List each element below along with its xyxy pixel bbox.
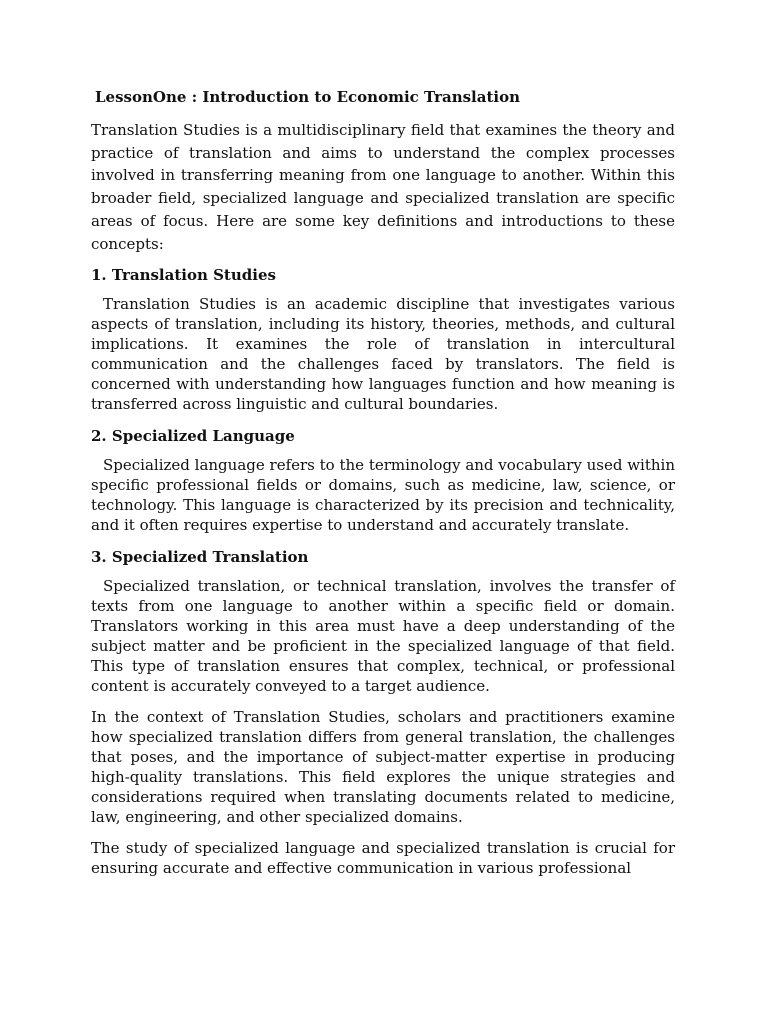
section-specialized-translation	[91, 546, 675, 696]
section-heading: 2. Specialized Language	[91, 427, 295, 446]
closing-paragraph: The study of specialized language and specialized translation is crucial for ensuring accurate and effective communication in various professional	[91, 839, 675, 878]
intro-paragraph: Translation Studies is a multidisciplinary field that examines the theory and practice of translation and aims to understand the complex processes involved in transferring meaning from one language to another. Within this broader field, specialized language and specialized translation are specific areas of focus. Here are some key definitions and introductions to these concepts:	[91, 121, 675, 253]
section-specialized-language	[91, 425, 675, 535]
section-body: Specialized language refers to the terminology and vocabulary used within specific professional fields or domains, such as medicine, law, science, or technology. This language is characterized by its precision and technicality, and it often requires expertise to understand and accurately translate.	[91, 456, 675, 535]
section-body: Translation Studies is an academic discipline that investigates various aspects of translation, including its history, theories, methods, and cultural implications. It examines the role of translation in intercultural communication and the challenges faced by translators. The field is concerned with understanding how languages function and how meaning is transferred across linguistic and cultural boundaries.	[91, 295, 675, 414]
document-page	[91, 86, 675, 889]
closing-paragraph: In the context of Translation Studies, scholars and practitioners examine how specialized translation differs from general translation, the challenges that poses, and the importance of subject-matter expertise in producing high-quality translations. This field explores the unique strategies and considerations required when translating documents related to medicine, law, engineering, and other specialized domains.	[91, 708, 675, 827]
section-translation-studies	[91, 264, 675, 414]
lesson-title: LessonOne : Introduction to Economic Translation	[95, 88, 520, 106]
section-body: Specialized translation, or technical translation, involves the transfer of texts from one language to another within a specific field or domain. Translators working in this area must have a deep understanding of the subject matter and be proficient in the specialized language of that field. This type of translation ensures that complex, technical, or professional content is accurately conveyed to a target audience.	[91, 577, 675, 696]
section-heading: 1. Translation Studies	[91, 266, 276, 285]
section-heading: 3. Specialized Translation	[91, 548, 309, 567]
